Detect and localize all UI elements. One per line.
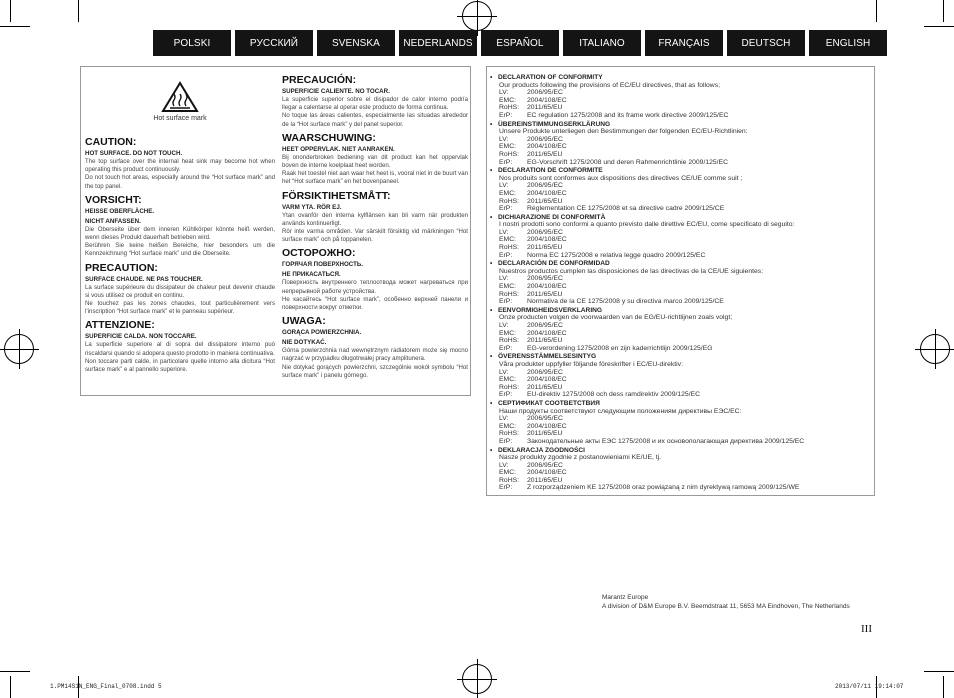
directive-row — [499, 159, 866, 167]
directive-value: Normativa de la CE 1275/2008 y su directiva marco 2009/125/CE — [527, 298, 724, 306]
directive-row — [499, 384, 866, 392]
language-tab[interactable]: ENGLISH — [809, 30, 887, 56]
warning-text: Non toccare parti calde, in particolare quelle intorno alla dicitura “Hot surface mark” e al pannello superiore. — [85, 357, 275, 374]
directive-row — [499, 469, 866, 477]
hot-surface-mark — [85, 71, 275, 133]
slug-date: 2013/07/11 19:14:07 — [835, 683, 904, 690]
directive-row — [499, 198, 866, 206]
slug-filename: 1.PM14S1N_ENG_Final_0708.indd 5 — [50, 683, 162, 690]
directive-key: RoHS: — [499, 383, 520, 391]
directive-value: 2011/65/EU — [527, 244, 563, 252]
language-tab[interactable]: DEUTSCH — [727, 30, 805, 56]
declaration-body — [495, 82, 866, 120]
directive-row — [499, 229, 866, 237]
directive-key: LV: — [499, 461, 509, 469]
directive-key: RoHS: — [499, 430, 520, 438]
declarations-panel — [486, 66, 875, 496]
declaration-title: • EENVORMIGHEIDSVERKLARING — [495, 307, 866, 315]
warning-text: Не касайтесь “Hot surface mark”, особенно верхней панели и поверхности вокруг отметки. — [282, 295, 468, 312]
directive-key: EMC: — [499, 283, 516, 291]
registration-mark-bottom — [462, 664, 492, 694]
warning-heading: FÖRSIKTIHETSMÅTT: — [282, 189, 391, 202]
directive-row — [499, 244, 866, 252]
warning-block — [282, 74, 468, 129]
declaration-intro: Våra produkter uppfyller följande föreskrifter i EC/EU-direktiv: — [499, 360, 683, 368]
warning-subheading: SUPERFICIE CALDA. NON TOCCARE. — [85, 333, 197, 341]
directive-value: 2006/95/EC — [527, 135, 563, 143]
warning-subheading: НЕ ПРИКАСАТЬСЯ. — [282, 271, 341, 279]
directive-key: EMC: — [499, 189, 516, 197]
directive-key: EMC: — [499, 469, 516, 477]
directive-value: 2004/108/EC — [527, 189, 567, 197]
warning-subheading: HEET OPPERVLAK. NIET AANRAKEN. — [282, 145, 395, 153]
language-tab[interactable]: ESPAÑOL — [481, 30, 559, 56]
warning-block — [85, 319, 275, 374]
page-number: III — [861, 623, 872, 635]
warning-heading: VORSICHT: — [85, 193, 142, 206]
warning-text: Nie dotykać gorących powierzchni, szczególnie wokół symbolu “Hot surface mark” i panelu górnego. — [282, 363, 468, 379]
directive-value: 2006/95/EC — [527, 368, 563, 376]
directive-value: 2004/108/EC — [527, 236, 567, 244]
declaration-intro: Unsere Produkte unterliegen den Bestimmungen der folgenden EC/EU-Richtlinien: — [499, 128, 748, 136]
warning-subheading: NIE DOTYKAĆ. — [282, 339, 327, 347]
declaration-body — [495, 361, 866, 399]
declaration-intro: Nasze produkty zgodnie z postanowieniami KE/UE, tj. — [499, 454, 662, 462]
declaration-body — [495, 268, 866, 306]
directive-value: 2006/95/EC — [527, 275, 563, 283]
warning-block — [282, 190, 468, 245]
directive-key: EMC: — [499, 422, 516, 430]
directive-row — [499, 438, 866, 446]
directive-row — [499, 89, 866, 97]
directive-value: 2006/95/EC — [527, 89, 563, 97]
directive-key: LV: — [499, 275, 509, 283]
directive-key: RoHS: — [499, 337, 520, 345]
directive-key: EMC: — [499, 236, 516, 244]
warning-heading: UWAGA: — [282, 315, 326, 328]
directive-value: Réglementation CE 1275/2008 et sa directive cadre 2009/125/CE — [527, 205, 725, 213]
warning-text: Do not touch hot areas, especially around the “Hot surface mark” and the top panel. — [85, 174, 275, 190]
directive-key: LV: — [499, 368, 509, 376]
directive-value: 2004/108/EC — [527, 469, 567, 477]
directive-value: EC regulation 1275/2008 and its frame work directive 2009/125/EC — [527, 111, 729, 119]
language-tab[interactable]: FRANÇAIS — [645, 30, 723, 56]
directive-value: 2006/95/EC — [527, 415, 563, 423]
directive-row — [499, 484, 866, 492]
directive-row — [499, 236, 866, 244]
directive-row — [499, 337, 866, 345]
declaration-intro: Наши продукты соответствуют следующим положениям директивы ЕЭС/ЕС: — [499, 407, 742, 415]
directive-key: LV: — [499, 228, 509, 236]
warning-text: La surface supérieure du dissipateur de chaleur peut devenir chaude si vous utilisez ce produit en continu. — [85, 283, 275, 299]
directive-row — [499, 423, 866, 431]
declaration-body — [495, 314, 866, 352]
directive-key: ErP: — [499, 111, 513, 119]
company-name: Marantz Europe — [602, 594, 649, 601]
directive-key: RoHS: — [499, 244, 520, 252]
language-tabs — [153, 30, 887, 56]
warning-text: No toque las áreas calientes, especialmente las situadas alrededor de la “Hot surface mark” y del panel superior. — [282, 112, 468, 128]
warning-text: Ytan ovanför den interna kylflänsen kan bli varm när produkten används kontinuerligt. — [282, 211, 468, 227]
directive-value: Законодательные акты ЕЭС 1275/2008 и их основополагающая директива 2009/125/EC — [527, 437, 805, 445]
directive-value: 2004/108/EC — [527, 283, 567, 291]
declaration-title: • ÜBEREINSTIMMUNGSERKLÄRUNG — [495, 121, 866, 129]
directive-value: 2006/95/EC — [527, 322, 563, 329]
directive-row — [499, 430, 866, 438]
warning-block — [85, 194, 275, 259]
directive-value: EG-verordening 1275/2008 en zijn kaderrichtlijn 2009/125/EG — [527, 344, 713, 352]
directive-value: 2011/65/EU — [527, 197, 563, 205]
declaration-title: • DECLARACIÓN DE CONFORMIDAD — [495, 260, 866, 268]
directive-value: 2004/108/EC — [527, 422, 567, 430]
warning-block — [282, 247, 468, 312]
directive-key: LV: — [499, 182, 509, 190]
directive-key: EMC: — [499, 329, 516, 337]
directive-value: 2011/65/EU — [527, 337, 563, 345]
directive-row — [499, 330, 866, 338]
warning-heading: WAARSCHUWING: — [282, 131, 376, 144]
directive-value: EG-Vorschrift 1275/2008 und deren Rahmenrichtlinie 2009/125/EC — [527, 158, 729, 166]
declaration-intro: I nostri prodotti sono conformi a quanto previsto dalle direttive EC/EU, come specificato di seguito: — [499, 221, 795, 229]
directive-key: ErP: — [499, 251, 513, 259]
warning-subheading: NICHT ANFASSEN. — [85, 217, 141, 225]
declaration-body — [495, 454, 866, 492]
declaration-intro: Onze producten volgen de voorwaarden van de EG/EU-richtlijnen zoals volgt; — [499, 314, 733, 322]
warning-text: Berühren Sie keine heißen Bereiche, hier besonders um die Kennzeichnung “Hot surface mark” und die Oberseite. — [85, 242, 275, 258]
hot-surface-label: Hot surface mark — [153, 115, 207, 122]
warning-text: Die Oberseite über dem inneren Kühlkörper könnte heiß werden, wenn dieses Produkt dauerhaft betrieben wird. — [85, 225, 275, 242]
directive-key: RoHS: — [499, 197, 520, 205]
warning-block — [85, 262, 275, 317]
language-tab[interactable]: POLSKI — [153, 30, 231, 56]
directive-key: LV: — [499, 415, 509, 423]
warnings-column-1 — [85, 71, 275, 374]
directive-value: Z rozporządzeniem KE 1275/2008 oraz powiązaną z nim dyrektywą ramową 2009/125/WE — [527, 484, 800, 492]
warning-text: Górna powierzchnia nad wewnętrznym radiatorem może się mocno nagrzać w przypadku długotrwałej pracy amplitunera. — [282, 347, 468, 363]
language-tab[interactable]: РУССКИЙ — [235, 30, 313, 56]
directive-row — [499, 205, 866, 213]
warning-subheading: ГОРЯЧАЯ ПОВЕРХНОСТЬ. — [282, 261, 364, 269]
directive-row — [499, 369, 866, 377]
directive-key: ErP: — [499, 158, 513, 166]
warning-text: Raak het toestel niet aan waar het heet is, vooral niet in de buurt van het “Hot surface mark” en het bovenpaneel. — [282, 170, 468, 186]
directive-key: ErP: — [499, 205, 513, 213]
declaration-body — [495, 175, 866, 213]
directive-row — [499, 151, 866, 159]
directive-value: Norma EC 1275/2008 e relativa legge quadro 2009/125/EC — [527, 251, 706, 259]
directive-key: ErP: — [499, 437, 513, 445]
directive-row — [499, 415, 866, 423]
directive-value: 2006/95/EC — [527, 461, 563, 469]
directive-row — [499, 190, 866, 198]
language-tab[interactable]: NEDERLANDS — [399, 30, 477, 56]
directive-key: EMC: — [499, 96, 516, 104]
company-address-line: A division of D&M Europe B.V. Beemdstraat 11, 5653 MA Eindhoven, The Netherlands — [602, 603, 850, 610]
warning-subheading: VARM YTA. RÖR EJ. — [282, 203, 342, 211]
declaration-body — [495, 221, 866, 259]
warning-subheading: GORĄCA POWIERZCHNIA. — [282, 329, 362, 337]
warning-heading: ATTENZIONE: — [85, 319, 155, 332]
warning-text: Поверхность внутреннего теплоотвода может нагреваться при непрерывной работе устройства. — [282, 279, 468, 295]
directive-row — [499, 104, 866, 112]
directive-key: ErP: — [499, 391, 513, 399]
directive-value: 2011/65/EU — [527, 430, 563, 438]
directive-key: LV: — [499, 89, 509, 97]
directive-key: RoHS: — [499, 150, 520, 158]
directive-row — [499, 291, 866, 299]
declaration-intro: Our products following the provisions of EC/EU directives, that as follows; — [499, 81, 720, 89]
warning-text: Ne touchez pas les zones chaudes, tout particulièrement vers l’inscription “Hot surface mark” et le panneau supérieur. — [85, 300, 275, 316]
warning-heading: PRECAUCIÓN: — [282, 74, 357, 86]
directive-value: 2004/108/EC — [527, 329, 567, 337]
language-tab[interactable]: ITALIANO — [563, 30, 641, 56]
directive-row — [499, 283, 866, 291]
warning-subheading: SURFACE CHAUDE. NE PAS TOUCHER. — [85, 275, 203, 283]
declaration-title: • СЕРТИФИКАТ СООТВЕТСТВИЯ — [495, 400, 866, 408]
hot-surface-panel — [80, 66, 471, 396]
warning-block — [282, 132, 468, 187]
directive-row — [499, 252, 866, 260]
declaration-title: • DECLARATION OF CONFORMITY — [495, 74, 866, 82]
declaration-body — [495, 128, 866, 166]
directive-row — [499, 112, 866, 120]
warning-block — [282, 315, 468, 380]
directive-value: 2006/95/EC — [527, 182, 563, 190]
warning-text: The top surface over the internal heat sink may become hot when operating this product continuously. — [85, 158, 275, 174]
directive-key: RoHS: — [499, 476, 520, 484]
registration-mark-top — [462, 1, 492, 31]
warning-text: Bij ononderbroken bediening van dit product kan het oppervlak boven de interne koelplaat heet worden. — [282, 153, 468, 170]
warning-subheading: SUPERFICIE CALIENTE. NO TOCAR. — [282, 88, 390, 95]
warning-heading: PRECAUTION: — [85, 261, 158, 274]
warning-subheading: HEISSE OBERFLÄCHE. — [85, 207, 155, 215]
registration-mark-left — [4, 334, 34, 364]
directive-value: 2011/65/EU — [527, 290, 563, 298]
warning-text: Rör inte varma områden. Var särskilt försiktig vid märkningen “Hot surface mark” och på toppanelen. — [282, 228, 468, 244]
directive-row — [499, 345, 866, 353]
directive-row — [499, 376, 866, 384]
directive-key: RoHS: — [499, 104, 520, 112]
directive-value: 2011/65/EU — [527, 104, 563, 112]
directive-row — [499, 97, 866, 105]
warning-text: La superficie superiore al di sopra del dissipatore interno può riscaldarsi quando si adopera questo prodotto in maniera continuativa. — [85, 341, 275, 357]
directive-value: 2011/65/EU — [527, 383, 563, 391]
warning-heading: CAUTION: — [85, 136, 137, 148]
directive-key: ErP: — [499, 344, 513, 352]
declaration-intro: Nos produits sont conformes aux dispositions des directives CE/UE comme suit ; — [499, 174, 743, 182]
warning-heading: ОСТОРОЖНО: — [282, 247, 356, 260]
directive-key: LV: — [499, 322, 509, 329]
directive-value: 2004/108/EC — [527, 376, 567, 384]
company-address — [602, 593, 850, 611]
warning-block — [85, 136, 275, 191]
directive-key: ErP: — [499, 298, 513, 306]
directive-key: RoHS: — [499, 290, 520, 298]
directive-value: 2011/65/EU — [527, 150, 563, 158]
warning-subheading: HOT SURFACE. DO NOT TOUCH. — [85, 150, 183, 157]
directive-row — [499, 391, 866, 399]
directive-key: EMC: — [499, 143, 516, 151]
directive-row — [499, 462, 866, 470]
declaration-title: • DECLARATION DE CONFORMITE — [495, 167, 866, 175]
directive-key: EMC: — [499, 376, 516, 384]
declaration-intro: Nuestros productos cumplen las disposiciones de las directivas de la CE/UE siguientes: — [499, 267, 764, 275]
directive-value: EU-direktiv 1275/2008 och dess ramdirektiv 2009/125/EC — [527, 391, 701, 399]
directive-row — [499, 143, 866, 151]
directive-value: 2004/108/EC — [527, 143, 567, 151]
directive-row — [499, 322, 866, 330]
warning-text: La superficie superior sobre el disipador de calor interno podría llegar a calentarse al operar este producto de forma continua. — [282, 96, 468, 112]
directive-row — [499, 182, 866, 190]
directive-value: 2011/65/EU — [527, 476, 563, 484]
directive-key: LV: — [499, 135, 509, 143]
directive-row — [499, 275, 866, 283]
directive-row — [499, 298, 866, 306]
warnings-column-2 — [282, 71, 468, 380]
directive-key: ErP: — [499, 484, 513, 492]
registration-mark-right — [920, 334, 950, 364]
declaration-title: • DEKLARACJA ZGODNOŚCI — [495, 447, 866, 455]
directive-row — [499, 136, 866, 144]
declaration-title: • DICHIARAZIONE DI CONFORMITÀ — [495, 214, 866, 222]
hot-surface-icon — [161, 81, 199, 113]
declaration-body — [495, 408, 866, 446]
language-tab[interactable]: SVENSKA — [317, 30, 395, 56]
declaration-title: • ÖVERENSSTÄMMELSESINTYG — [495, 353, 866, 361]
directive-row — [499, 477, 866, 485]
directive-value: 2004/108/EC — [527, 96, 567, 104]
directive-value: 2006/95/EC — [527, 228, 563, 236]
declarations-list — [495, 74, 866, 492]
